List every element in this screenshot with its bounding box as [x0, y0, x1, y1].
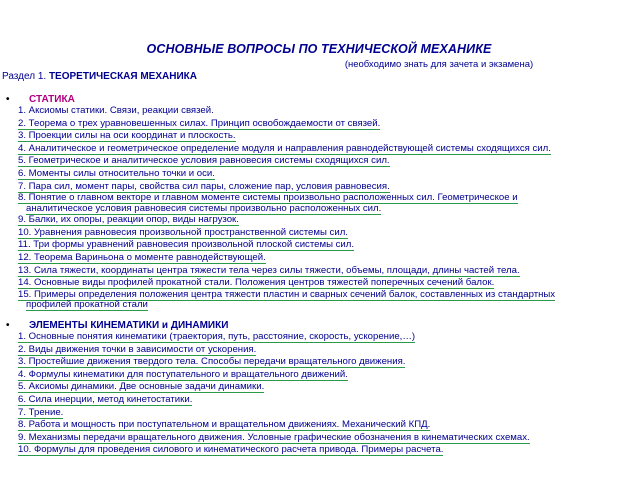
list-item: 5. Геометрическое и аналитическое условия равновесия системы сходящихся сил.	[18, 155, 390, 167]
section-heading	[2, 71, 197, 82]
list-item: 6. Моменты силы относительно точки и оси.	[18, 167, 215, 179]
list-item: 4. Аналитическое и геометрическое определение модуля и направления равнодействующей системы сходящихся сил.	[18, 142, 551, 154]
statika-list	[18, 105, 638, 311]
list-item: 10. Уравнения равновесия произвольной пространственной системы сил.	[18, 226, 348, 238]
list-item: 2. Виды движения точки в зависимости от ускорения.	[18, 343, 257, 355]
kinematics-heading-text: ЭЛЕМЕНТЫ КИНЕМАТИКИ и ДИНАМИКИ	[29, 320, 229, 331]
list-item-continuation: профилей прокатной стали	[26, 299, 148, 311]
list-item: 9. Механизмы передачи вращательного движения. Условные графические обозначения в кинематических схемах.	[18, 431, 530, 443]
bullet-icon: •	[6, 320, 10, 331]
list-item: 2. Теорема о трех уравновешенных силах. Принцип освобождаемости от связей.	[18, 117, 381, 129]
kinematics-heading	[6, 320, 228, 331]
list-item: 9. Балки, их опоры, реакции опор, виды нагрузок.	[18, 214, 239, 226]
list-item: 13. Сила тяжести, координаты центра тяжести тела через силы тяжести, объемы, площади, длины частей тела.	[18, 264, 520, 276]
document-subtitle: (необходимо знать для зачета и экзамена)	[344, 59, 534, 70]
list-item: 15. Примеры определения положения центра тяжести пластин и сварных сечений балок, составленных из стандартных	[18, 288, 556, 300]
list-item: 11. Три формы уравнений равновесия произвольной плоской системы сил.	[18, 239, 355, 251]
list-item: 6. Сила инерции, метод кинетостатики.	[18, 393, 193, 405]
document-title: ОСНОВНЫЕ ВОПРОСЫ ПО ТЕХНИЧЕСКОЙ МЕХАНИКЕ	[146, 42, 492, 56]
list-item: 4. Формулы кинематики для поступательного и вращательного движений.	[18, 368, 348, 380]
list-item: 5. Аксиомы динамики. Две основные задачи динамики.	[18, 381, 265, 393]
list-item: 10. Формулы для проведения силового и кинематического расчета привода. Примеры расчета.	[18, 444, 444, 456]
list-item: 12. Теорема Вариньона о моменте равнодействующей.	[18, 251, 266, 263]
list-item: 7. Пара сил, момент пары, свойства сил пары, сложение пар, условия равновесия.	[18, 180, 390, 192]
section-name: ТЕОРЕТИЧЕСКАЯ МЕХАНИКА	[48, 71, 197, 82]
kinematics-list	[18, 331, 630, 457]
list-item: 3. Проекции силы на оси координат и плоскость.	[18, 130, 236, 142]
statika-heading	[6, 94, 75, 105]
list-item: 1. Основные понятия кинематики (траектория, путь, расстояние, скорость, ускорение,…)	[18, 331, 416, 342]
bullet-icon: •	[6, 94, 10, 105]
list-item: 8. Понятие о главном векторе и главном моменте системы произвольно расположенных сил. Геометрическое и	[18, 192, 518, 204]
list-item: 1. Аксиомы статики. Связи, реакции связей.	[18, 105, 214, 116]
section-prefix: Раздел 1.	[2, 71, 49, 82]
list-item: 14. Основные виды профилей прокатной стали. Положения центров тяжестей поперечных сечений балок.	[18, 277, 495, 289]
list-item: 3. Простейшие движения твердого тела. Способы передачи вращательного движения.	[18, 356, 406, 368]
list-item-continuation: аналитическое условия равновесия системы произвольно расположенных сил.	[26, 202, 382, 214]
list-item: 7. Трение.	[18, 406, 64, 418]
list-item: 8. Работа и мощность при поступательном и вращательном движениях. Механический КПД.	[18, 419, 431, 431]
statika-heading-text: СТАТИКА	[29, 94, 75, 105]
